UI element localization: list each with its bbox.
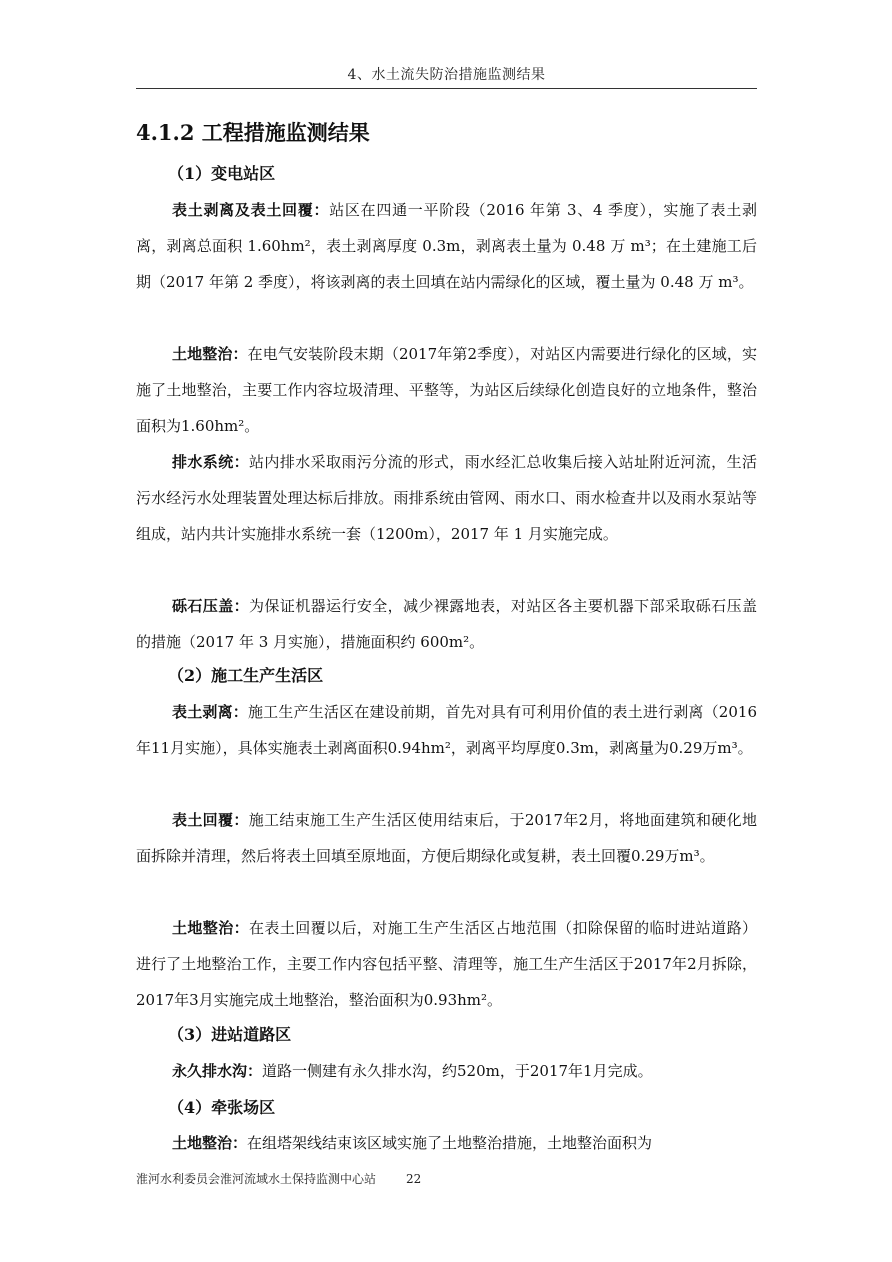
paragraph-topsoil-stripping-camp (136, 694, 757, 766)
paragraph-lead: 表土剥离： (172, 703, 248, 721)
paragraph-text: 站内排水采取雨污分流的形式，雨水经汇总收集后接入站址附近河流，生活污水经污水处理装置处理达标后排放。雨排系统由管网、雨水口、雨水检查井以及雨水泵站等组成，站内共计实施排水系统一套（1200m），2017 年 1 月实施完成。 (136, 453, 757, 543)
paragraph-lead: 土地整治： (172, 345, 248, 363)
section-title: 4.1.2 工程措施监测结果 (136, 120, 370, 145)
paragraph-gravel-cover (136, 588, 757, 660)
subsection-title-construction-camp: （2）施工生产生活区 (168, 666, 324, 685)
paragraph-text: 在表土回覆以后，对施工生产生活区占地范围（扣除保留的临时进站道路）进行了土地整治工作，主要工作内容包括平整、清理等，施工生产生活区于2017年2月拆除，2017年3月实施完成土地整治，整治面积为0.93hm²。 (136, 919, 757, 1009)
paragraph-permanent-drainage-ditch (136, 1053, 757, 1089)
paragraph-topsoil-stripping-and-backfill (136, 192, 757, 300)
page-number: 22 (406, 1172, 422, 1186)
paragraph-text: 站区在四通一平阶段（2016 年第 3、4 季度），实施了表土剥离，剥离总面积 1.60hm²，表土剥离厚度 0.3m，剥离表土量为 0.48 万 m³；在土建施工后期（2017 年第 2 季度），将该剥离的表土回填在站内需绿化的区域，覆土量为 0.48 万 m³。 (136, 201, 757, 291)
paragraph-text: 在组塔架线结束该区域实施了土地整治措施，土地整治面积为 (247, 1134, 653, 1152)
paragraph-lead: 砾石压盖： (172, 597, 250, 615)
paragraph-drainage-system (136, 444, 757, 552)
paragraph-lead: 排水系统： (172, 453, 250, 471)
paragraph-text: 施工生产生活区在建设前期，首先对具有可利用价值的表土进行剥离（2016年11月实施），具体实施表土剥离面积0.94hm²，剥离平均厚度0.3m，剥离量为0.29万m³。 (136, 703, 757, 757)
running-header: 4、水土流失防治措施监测结果 (347, 67, 546, 83)
footer-organization: 淮河水利委员会淮河流域水土保持监测中心站 (136, 1172, 377, 1186)
paragraph-topsoil-backfill-camp (136, 802, 757, 874)
paragraph-lead: 表土回覆： (172, 811, 249, 829)
paragraph-text: 在电气安装阶段末期（2017年第2季度），对站区内需要进行绿化的区域，实施了土地整治，主要工作内容垃圾清理、平整等，为站区后续绿化创造良好的立地条件，整治面积为1.60hm²。 (136, 345, 757, 435)
paragraph-lead: 土地整治： (172, 1134, 248, 1152)
subsection-title-tension-field: （4）牵张场区 (168, 1098, 276, 1117)
paragraph-land-rehabilitation-camp (136, 910, 757, 1018)
paragraph-lead: 永久排水沟： (172, 1062, 263, 1080)
header-rule (136, 88, 757, 89)
subsection-title-substation: （1）变电站区 (168, 164, 276, 183)
paragraph-text: 道路一侧建有永久排水沟，约520m，于2017年1月完成。 (262, 1062, 653, 1080)
page-footer (136, 1170, 421, 1188)
paragraph-land-rehabilitation-substation (136, 336, 757, 444)
paragraph-lead: 土地整治： (172, 919, 250, 937)
paragraph-lead: 表土剥离及表土回覆： (172, 201, 330, 219)
paragraph-land-rehabilitation-tension-field (136, 1125, 757, 1161)
paragraph-text: 为保证机器运行安全，减少裸露地表，对站区各主要机器下部采取砾石压盖的措施（2017 年 3 月实施），措施面积约 600m²。 (136, 597, 757, 651)
subsection-title-access-road: （3）进站道路区 (168, 1025, 292, 1044)
paragraph-text: 施工结束施工生产生活区使用结束后，于2017年2月，将地面建筑和硬化地面拆除并清理，然后将表土回填至原地面，方便后期绿化或复耕，表土回覆0.29万m³。 (136, 811, 757, 865)
